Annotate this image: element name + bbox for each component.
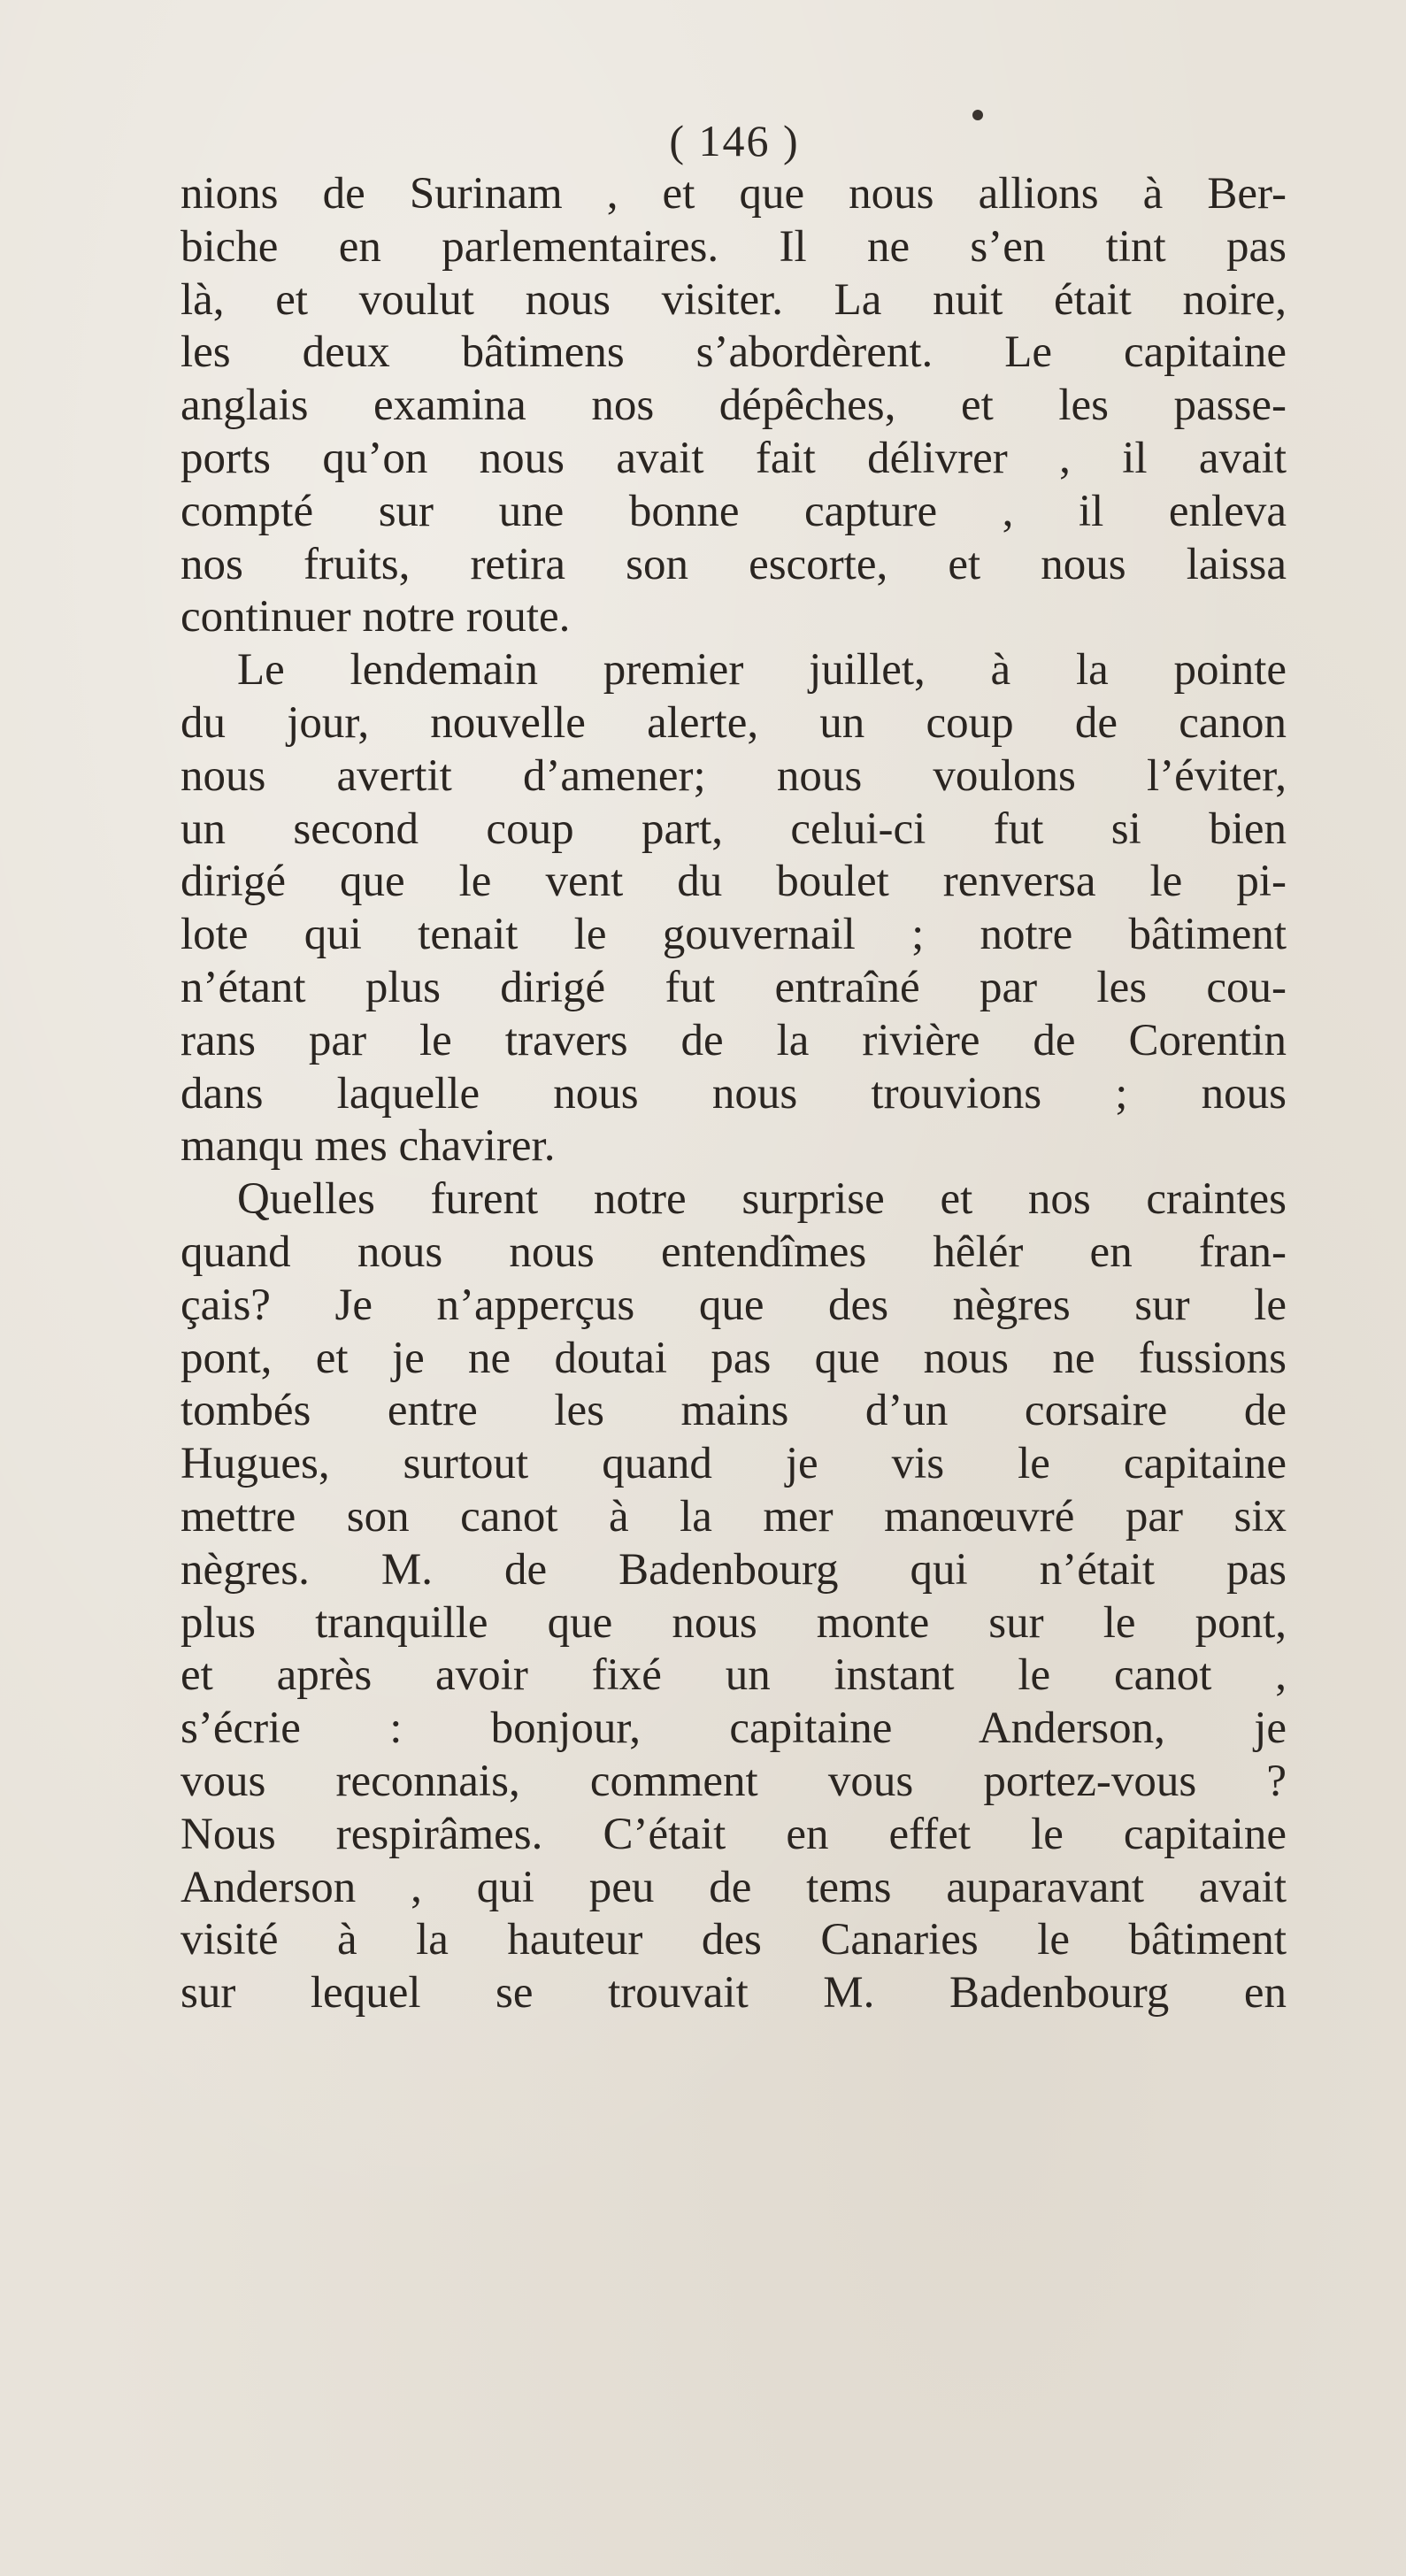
text-line: nègres. M. de Badenbourg qui n’était pas	[181, 1544, 1287, 1595]
text-line: Hugues, surtout quand je vis le capitaine	[181, 1439, 1287, 1489]
text-line: et après avoir fixé un instant le canot ,	[181, 1650, 1287, 1701]
body-text	[181, 168, 1287, 2020]
text-line: Quelles furent notre surprise et nos craintes	[237, 1174, 1287, 1225]
text-line: rans par le travers de la rivière de Corentin	[181, 1015, 1287, 1065]
text-line: nous avertit d’amener; nous voulons l’éviter,	[181, 750, 1287, 801]
text-line: mettre son canot à la mer manœuvré par six	[181, 1491, 1287, 1542]
text-line: nions de Surinam , et que nous allions à Ber-	[181, 169, 1287, 219]
text-line: vous reconnais, comment vous portez-vous ?	[181, 1756, 1287, 1806]
text-line: là, et voulut nous visiter. La nuit était noire,	[181, 274, 1287, 325]
text-line: quand nous nous entendîmes hêlér en fran-	[181, 1226, 1287, 1277]
text-line: du jour, nouvelle alerte, un coup de canon	[181, 697, 1287, 748]
text-line: ports qu’on nous avait fait délivrer , il avait	[181, 433, 1287, 483]
text-line: les deux bâtimens s’abordèrent. Le capitaine	[181, 327, 1287, 378]
text-line: visité à la hauteur des Canaries le bâtiment	[181, 1915, 1287, 1965]
text-line: manqu mes chavirer.	[181, 1121, 556, 1172]
text-line: anglais examina nos dépêches, et les passe-	[181, 381, 1287, 431]
text-line: Nous respirâmes. C’était en effet le capitaine	[181, 1809, 1287, 1859]
ink-speck	[972, 110, 983, 120]
text-line: dirigé que le vent du boulet renversa le pi-	[181, 857, 1287, 907]
text-line: tombés entre les mains d’un corsaire de	[181, 1386, 1287, 1436]
text-line: un second coup part, celui-ci fut si bien	[181, 804, 1287, 854]
text-line: pont, et je ne doutai pas que nous ne fussions	[181, 1333, 1287, 1383]
text-line: dans laquelle nous nous trouvions ; nous	[181, 1068, 1287, 1119]
text-line: Le lendemain premier juillet, à la pointe	[237, 645, 1287, 696]
text-line: biche en parlementaires. Il ne s’en tint pas	[181, 221, 1287, 272]
text-line: compté sur une bonne capture , il enleva	[181, 486, 1287, 536]
text-line: çais? Je n’apperçus que des nègres sur le	[181, 1280, 1287, 1330]
text-line: plus tranquille que nous monte sur le pont,	[181, 1597, 1287, 1648]
text-line: continuer notre route.	[181, 592, 571, 642]
page-number: ( 146 )	[669, 116, 800, 165]
text-line: n’étant plus dirigé fut entraîné par les cou-	[181, 962, 1287, 1012]
text-line: Anderson , qui peu de tems auparavant avait	[181, 1862, 1287, 1912]
text-line: s’écrie : bonjour, capitaine Anderson, je	[181, 1703, 1287, 1754]
text-line: lote qui tenait le gouvernail ; notre bâtiment	[181, 910, 1287, 960]
text-line: nos fruits, retira son escorte, et nous laissa	[181, 539, 1287, 589]
text-line: sur lequel se trouvait M. Badenbourg en	[181, 1968, 1287, 2019]
